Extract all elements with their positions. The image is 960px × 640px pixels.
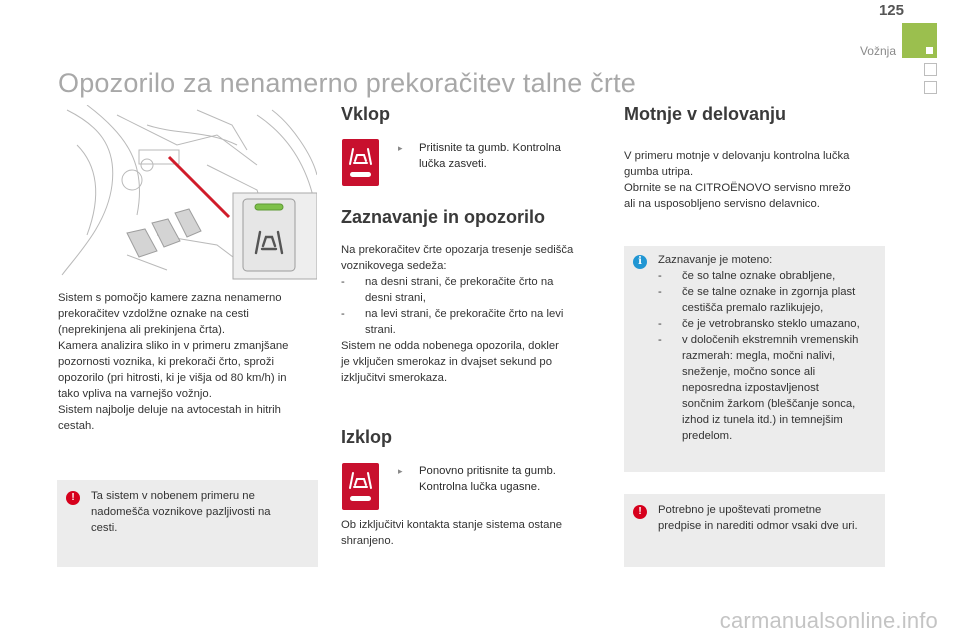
izklop-instruction [398,463,598,495]
detect-line: Sistem ne odda nobenega opozorila, dokler [341,340,559,352]
warning-line: cesti. [91,522,118,534]
tab-box-2 [924,81,937,94]
intro-line: tako vpliva na varnejšo vožnjo. [58,388,212,400]
list-line: cestišča premalo razlikujejo, [682,302,824,314]
list-item: - na desni strani, če prekoračite črto na desni strani, [341,274,603,306]
info-box [624,246,885,472]
list-line: če se talne oznake in zgornja plast [682,286,856,298]
warning-icon: ! [633,505,647,519]
lane-assist-button-icon [342,463,379,510]
intro-line: prekoračitev vzdolžne oznake na cesti [58,308,249,320]
list-line: strani. [365,324,396,336]
detect-line: voznikovega sedeža: [341,260,447,272]
detect-line: Na prekoračitev črte opozarja tresenje sedišča [341,244,574,256]
list-line: desni strani, [365,292,426,304]
list-line: na desni strani, če prekoračite črto na [365,276,554,288]
tab-box-1 [924,63,937,76]
izklop-outro-line: shranjeno. [341,535,394,547]
tab-square-icon [926,47,933,54]
list-line: razmerah: megla, močni nalivi, [682,350,836,362]
list-line: v določenih ekstremnih vremenskih [682,334,859,346]
list-line: na levi strani, če prekoračite črto na levi [365,308,564,320]
warning-line: nadomešča voznikove pazljivosti na [91,506,271,518]
izklop-line: Ponovno pritisnite ta gumb. [419,465,556,477]
list-line: sončnim žarkom (bleščanje sonca, [682,398,856,410]
heading-motnje: Motnje v delovanju [624,104,787,124]
izklop-line: Kontrolna lučka ugasne. [419,481,541,493]
intro-line: Sistem najbolje deluje na avtocestah in hitrih [58,404,281,416]
list-line: predelom. [682,430,733,442]
warning-line: predpise in narediti odmor vsaki dve uri. [658,520,858,532]
intro-line: Sistem s pomočjo kamere zazna nenamerno [58,292,282,304]
motnje-line: gumba utripa. [624,166,694,178]
list-item: - na levi strani, če prekoračite črto na levi strani. [341,306,603,338]
motnje-line: V primeru motnje v delovanju kontrolna lučka [624,150,850,162]
heading-zaznavanje: Zaznavanje in opozorilo [341,207,546,227]
dashboard-illustration [57,105,317,280]
warning-box-right [624,494,885,567]
warning-box-left [57,480,318,567]
intro-line: (neprekinjena ali prekinjena črta). [58,324,226,336]
motnje-line: ali na usposobljeno servisno delavnico. [624,198,820,210]
list-line: če so talne oznake obrabljene, [682,270,836,282]
arrow-bullet-icon: ▸ [398,466,403,476]
warning-line: Potrebno je upoštevati prometne [658,504,822,516]
chapter-tab [902,23,937,58]
list-item: - če se talne oznake in zgornja plast cestišča premalo razlikujejo, [658,284,880,316]
lane-assist-button-icon [342,139,379,186]
izklop-outro-line: Ob izključitvi kontakta stanje sistema ostane [341,519,563,531]
detect-line: je vključen smerokaz in dvajset sekund po [341,356,552,368]
warning-icon: ! [66,491,80,505]
watermark: carmanualsonline.info [719,608,938,633]
list-line: če je vetrobransko steklo umazano, [682,318,860,330]
info-intro: Zaznavanje je moteno: [658,254,773,266]
list-line: neposredna izpostavljenost [682,382,819,394]
intro-text [58,290,318,434]
intro-line: Kamera analizira sliko in v primeru zmanjšane [58,340,289,352]
intro-line: pozornosti voznika, ki prekorači črto, sproži [58,356,274,368]
detect-line: izključitvi smerokaza. [341,372,448,384]
vklop-instruction [398,140,598,172]
list-line: izhod iz tunela itd.) in temnejšim [682,414,843,426]
page-title: Opozorilo za nenamerno prekoračitev talne črte [58,68,636,98]
list-item: - če so talne oznake obrabljene, [658,268,880,284]
vklop-line: Pritisnite ta gumb. Kontrolna [419,142,561,154]
warning-line: Ta sistem v nobenem primeru ne [91,490,255,502]
motnje-line: Obrnite se na CITROËNOVO servisno mrežo [624,182,851,194]
intro-line: cestah. [58,420,95,432]
list-item: - če je vetrobransko steklo umazano, [658,316,880,332]
izklop-outro [341,517,603,549]
page-number: 125 [878,2,904,19]
detect-text [341,242,603,386]
list-line: sneženje, močno sonce ali [682,366,816,378]
section-name: Vožnja [859,44,896,58]
motnje-text [624,148,886,212]
info-icon: i [633,255,647,269]
intro-line: opozorilo (pri hitrosti, ki je višja od 80 km/h) in [58,372,287,384]
heading-izklop: Izklop [341,427,393,447]
vklop-line: lučka zasveti. [419,158,487,170]
arrow-bullet-icon: ▸ [398,143,403,153]
heading-vklop: Vklop [341,104,391,124]
list-item: - v določenih ekstremnih vremenskih razmerah: megla, močni nalivi, sneženje, močno sonce ali neposredna izpostavljenost sončnim žarkom (bleščanje sonca, izhod iz tunela itd.) in temnejšim predelom. [658,332,880,444]
